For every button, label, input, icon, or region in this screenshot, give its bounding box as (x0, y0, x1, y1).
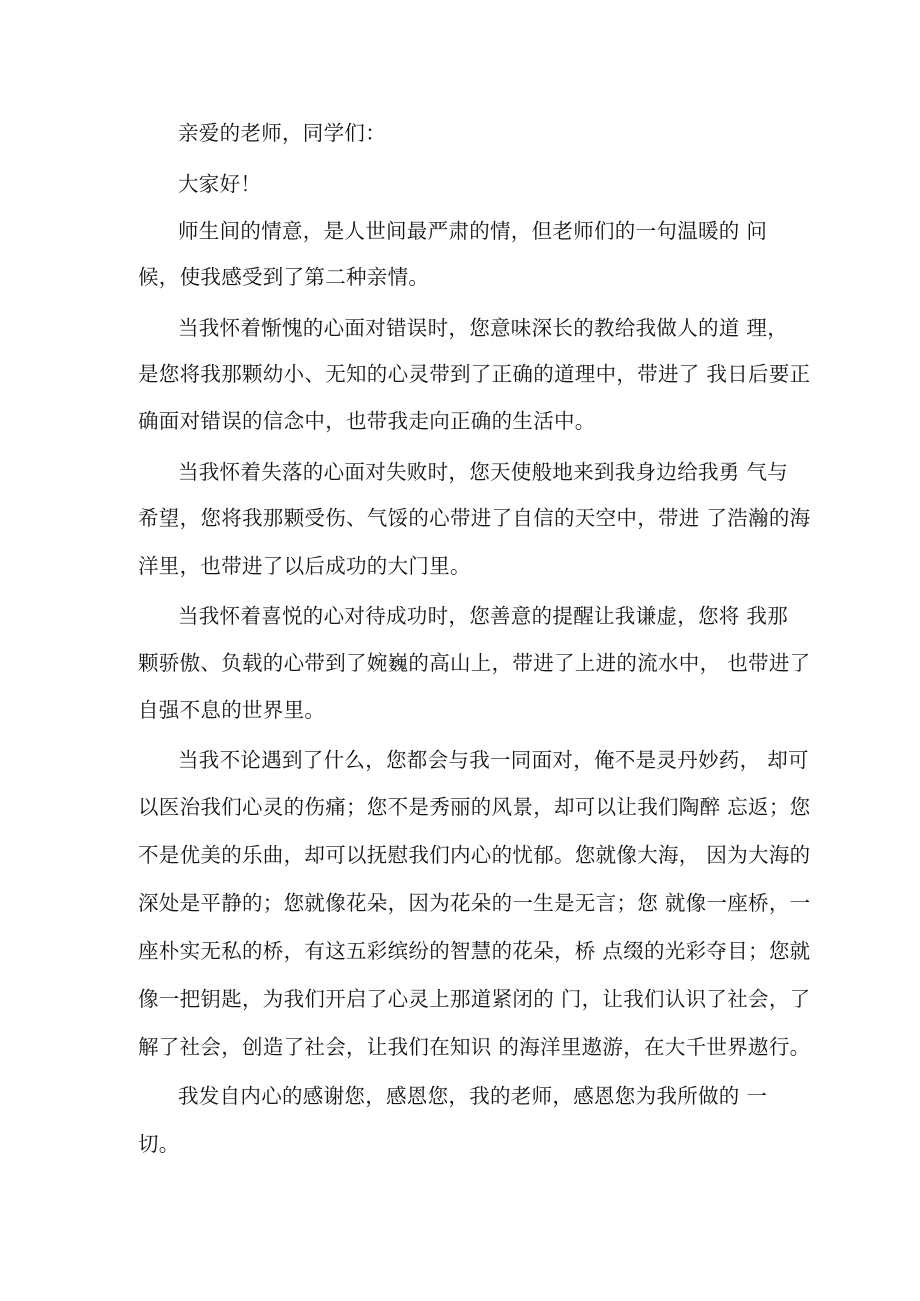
paragraph-1-line-1: 师生间的情意，是人世间最严肃的情，但老师们的一句温暖的 问 (178, 219, 768, 243)
paragraph-4-line-3: 自强不息的世界里。 (138, 698, 326, 722)
paragraph-3-line-1: 当我怀着失落的心面对失败时，您天使般地来到我身边给我勇 气与 (178, 460, 789, 484)
paragraph-3-line-3: 洋里，也带进了以后成功的大门里。 (138, 554, 471, 578)
paragraph-6-line-2: 切。 (138, 1132, 180, 1156)
paragraph-2-line-3: 确面对错误的信念中，也带我走向正确的生活中。 (138, 409, 596, 433)
paragraph-5-line-3: 不是优美的乐曲，却可以抚慰我们内心的忧郁。您就像大海， 因为大海的 (138, 843, 811, 867)
greeting: 大家好！ (178, 172, 262, 196)
paragraph-5-line-2: 以医治我们心灵的伤痛；您不是秀丽的风景，却可以让我们陶醉 忘返；您 (138, 795, 811, 819)
paragraph-4-line-1: 当我怀着喜悦的心对待成功时，您善意的提醒让我谦虚，您将 我那 (178, 604, 789, 628)
paragraph-5-line-1: 当我不论遇到了什么，您都会与我一同面对，俺不是灵丹妙药， 却可 (178, 748, 809, 772)
paragraph-2-line-1: 当我怀着惭愧的心面对错误时，您意味深长的教给我做人的道 理， (178, 316, 789, 340)
paragraph-4-line-2: 颗骄傲、负载的心带到了婉巍的高山上，带进了上进的流水中， 也带进了 (138, 651, 811, 675)
paragraph-5-line-7: 解了社会，创造了社会，让我们在知识 的海洋里遨游，在大千世界遨行。 (138, 1035, 811, 1059)
paragraph-3-line-2: 希望，您将我那颗受伤、气馁的心带进了自信的天空中，带进 了浩瀚的海 (138, 506, 811, 530)
paragraph-2-line-2: 是您将我那颗幼小、无知的心灵带到了正确的道理中，带进了 我日后要正 (138, 362, 811, 386)
salutation: 亲爱的老师，同学们： (178, 121, 386, 145)
paragraph-5-line-5: 座朴实无私的桥，有这五彩缤纷的智慧的花朵，桥 点缀的光彩夺目；您就 (138, 939, 811, 963)
paragraph-5-line-6: 像一把钥匙，为我们开启了心灵上那道紧闭的 门，让我们认识了社会，了 (138, 987, 811, 1011)
paragraph-1-line-2: 候，使我感受到了第二种亲情。 (138, 265, 430, 289)
paragraph-5-line-4: 深处是平静的；您就像花朵，因为花朵的一生是无言；您 就像一座桥，一 (138, 891, 811, 915)
paragraph-6-line-1: 我发自内心的感谢您，感恩您，我的老师，感恩您为我所做的 一 (178, 1084, 768, 1108)
